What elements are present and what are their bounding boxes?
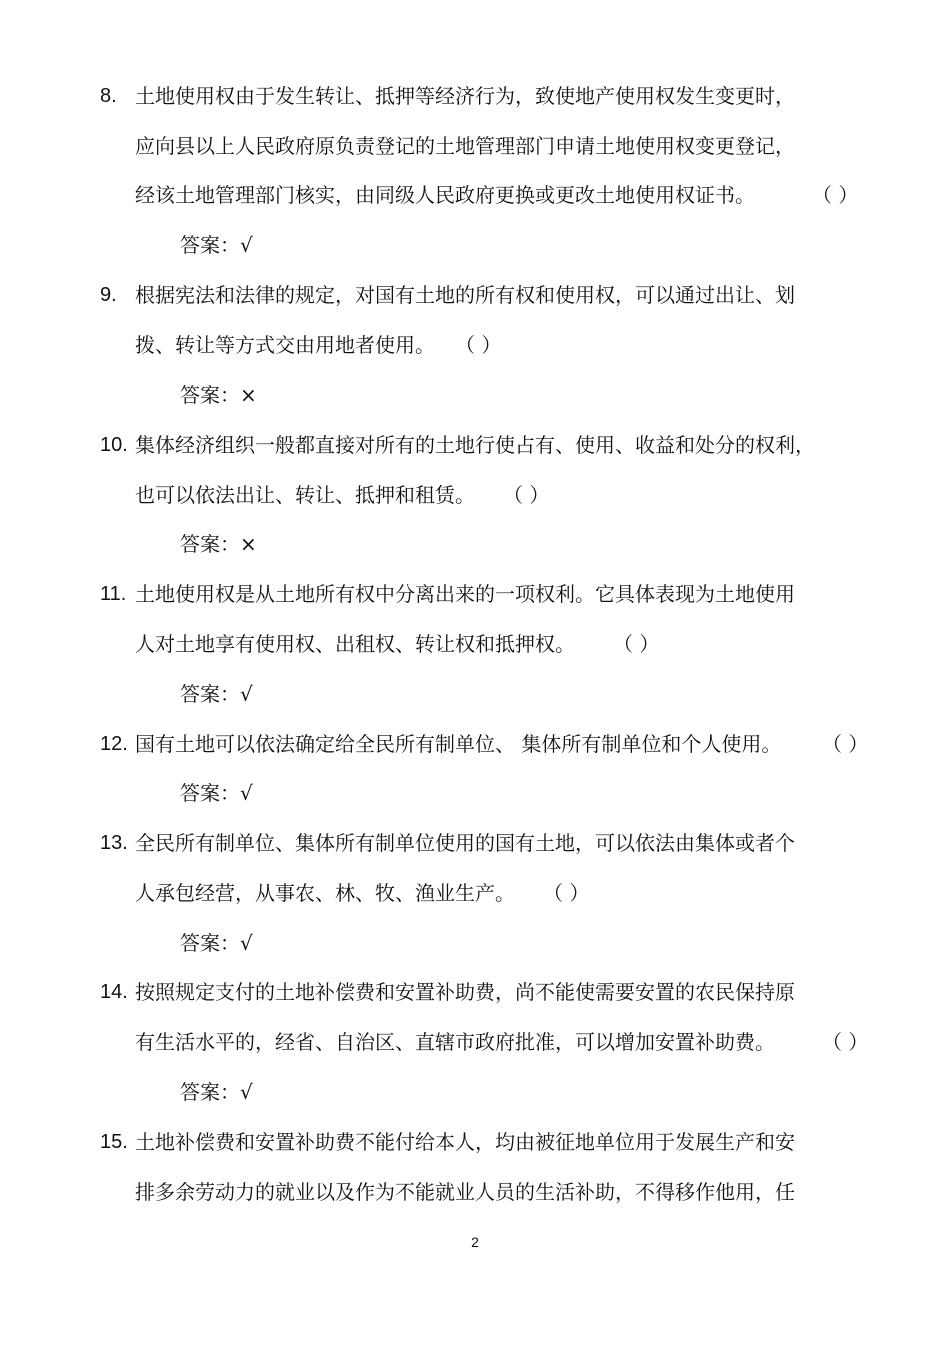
question-14-line-2 bbox=[0, 1022, 950, 1062]
answer-parentheses: （ ） bbox=[503, 483, 550, 507]
question-8-answer bbox=[0, 225, 950, 265]
answer-parentheses: （ ） bbox=[822, 1030, 869, 1054]
question-text: 根据宪法和法律的规定，对国有土地的所有权和使用权，可以通过出让、划 bbox=[135, 283, 795, 307]
question-text: 按照规定支付的土地补偿费和安置补助费，尚不能使需要安置的农民保持原 bbox=[135, 980, 795, 1004]
answer-text: 答案：√ bbox=[180, 233, 253, 257]
question-11-line-2 bbox=[0, 624, 950, 664]
question-10-line-2 bbox=[0, 475, 950, 515]
question-15-line-2 bbox=[0, 1172, 950, 1212]
question-13-line-2 bbox=[0, 873, 950, 913]
answer-text: 答案：√ bbox=[180, 1080, 253, 1104]
answer-text: 答案：× bbox=[180, 383, 257, 407]
question-10-answer bbox=[0, 524, 950, 564]
question-text: 也可以依法出让、转让、抵押和租赁。 bbox=[135, 483, 475, 507]
answer-parentheses: （ ） bbox=[812, 183, 859, 207]
question-text: 人承包经营，从事农、林、牧、渔业生产。 bbox=[135, 881, 515, 905]
question-number: 15. bbox=[100, 1131, 128, 1153]
page-number: 2 bbox=[471, 1234, 479, 1250]
question-text: 人对土地享有使用权、出租权、转让权和抵押权。 bbox=[135, 632, 575, 656]
question-text: 土地补偿费和安置补助费不能付给本人，均由被征地单位用于发展生产和安 bbox=[135, 1130, 795, 1154]
question-text: 国有土地可以依法确定给全民所有制单位、 集体所有制单位和个人使用。 bbox=[135, 732, 782, 756]
question-11-answer bbox=[0, 674, 950, 714]
answer-parentheses: （ ） bbox=[822, 732, 869, 756]
question-text: 土地使用权是从土地所有权中分离出来的一项权利。它具体表现为土地使用 bbox=[135, 582, 795, 606]
question-9-answer bbox=[0, 375, 950, 415]
question-number: 14. bbox=[100, 981, 128, 1003]
answer-text: 答案：× bbox=[180, 532, 257, 556]
question-9-line-1 bbox=[0, 275, 950, 315]
question-text: 经该土地管理部门核实，由同级人民政府更换或更改土地使用权证书。 bbox=[135, 183, 755, 207]
answer-parentheses: （ ） bbox=[543, 881, 590, 905]
question-10-line-1 bbox=[0, 425, 950, 465]
question-text: 全民所有制单位、集体所有制单位使用的国有土地，可以依法由集体或者个 bbox=[135, 831, 795, 855]
question-9-line-2 bbox=[0, 325, 950, 365]
question-15-line-1 bbox=[0, 1122, 950, 1162]
question-text: 拨、转让等方式交由用地者使用。 bbox=[135, 333, 435, 357]
question-8-line-2 bbox=[0, 126, 950, 166]
question-12-line-1 bbox=[0, 724, 950, 764]
question-12-answer bbox=[0, 773, 950, 813]
question-number: 10. bbox=[100, 434, 128, 456]
question-14-line-1 bbox=[0, 972, 950, 1012]
question-number: 12. bbox=[100, 733, 128, 755]
question-text: 土地使用权由于发生转让、抵押等经济行为，致使地产使用权发生变更时， bbox=[135, 84, 795, 108]
answer-text: 答案：√ bbox=[180, 931, 253, 955]
question-11-line-1 bbox=[0, 574, 950, 614]
question-text: 排多余劳动力的就业以及作为不能就业人员的生活补助，不得移作他用，任 bbox=[135, 1180, 795, 1204]
answer-parentheses: （ ） bbox=[613, 632, 660, 656]
answer-text: 答案：√ bbox=[180, 682, 253, 706]
question-text: 有生活水平的，经省、自治区、直辖市政府批准，可以增加安置补助费。 bbox=[135, 1030, 775, 1054]
question-text: 应向县以上人民政府原负责登记的土地管理部门申请土地使用权变更登记， bbox=[135, 134, 795, 158]
question-8-line-3 bbox=[0, 175, 950, 215]
question-number: 13. bbox=[100, 832, 128, 854]
question-text: 集体经济组织一般都直接对所有的土地行使占有、使用、收益和处分的权利， bbox=[135, 433, 815, 457]
question-number: 8. bbox=[100, 85, 117, 107]
question-8-line-1 bbox=[0, 76, 950, 116]
question-13-answer bbox=[0, 923, 950, 963]
answer-text: 答案：√ bbox=[180, 781, 253, 805]
question-number: 9. bbox=[100, 284, 117, 306]
answer-parentheses: （ ） bbox=[455, 333, 502, 357]
question-number: 11. bbox=[100, 583, 127, 605]
question-13-line-1 bbox=[0, 823, 950, 863]
question-14-answer bbox=[0, 1072, 950, 1112]
